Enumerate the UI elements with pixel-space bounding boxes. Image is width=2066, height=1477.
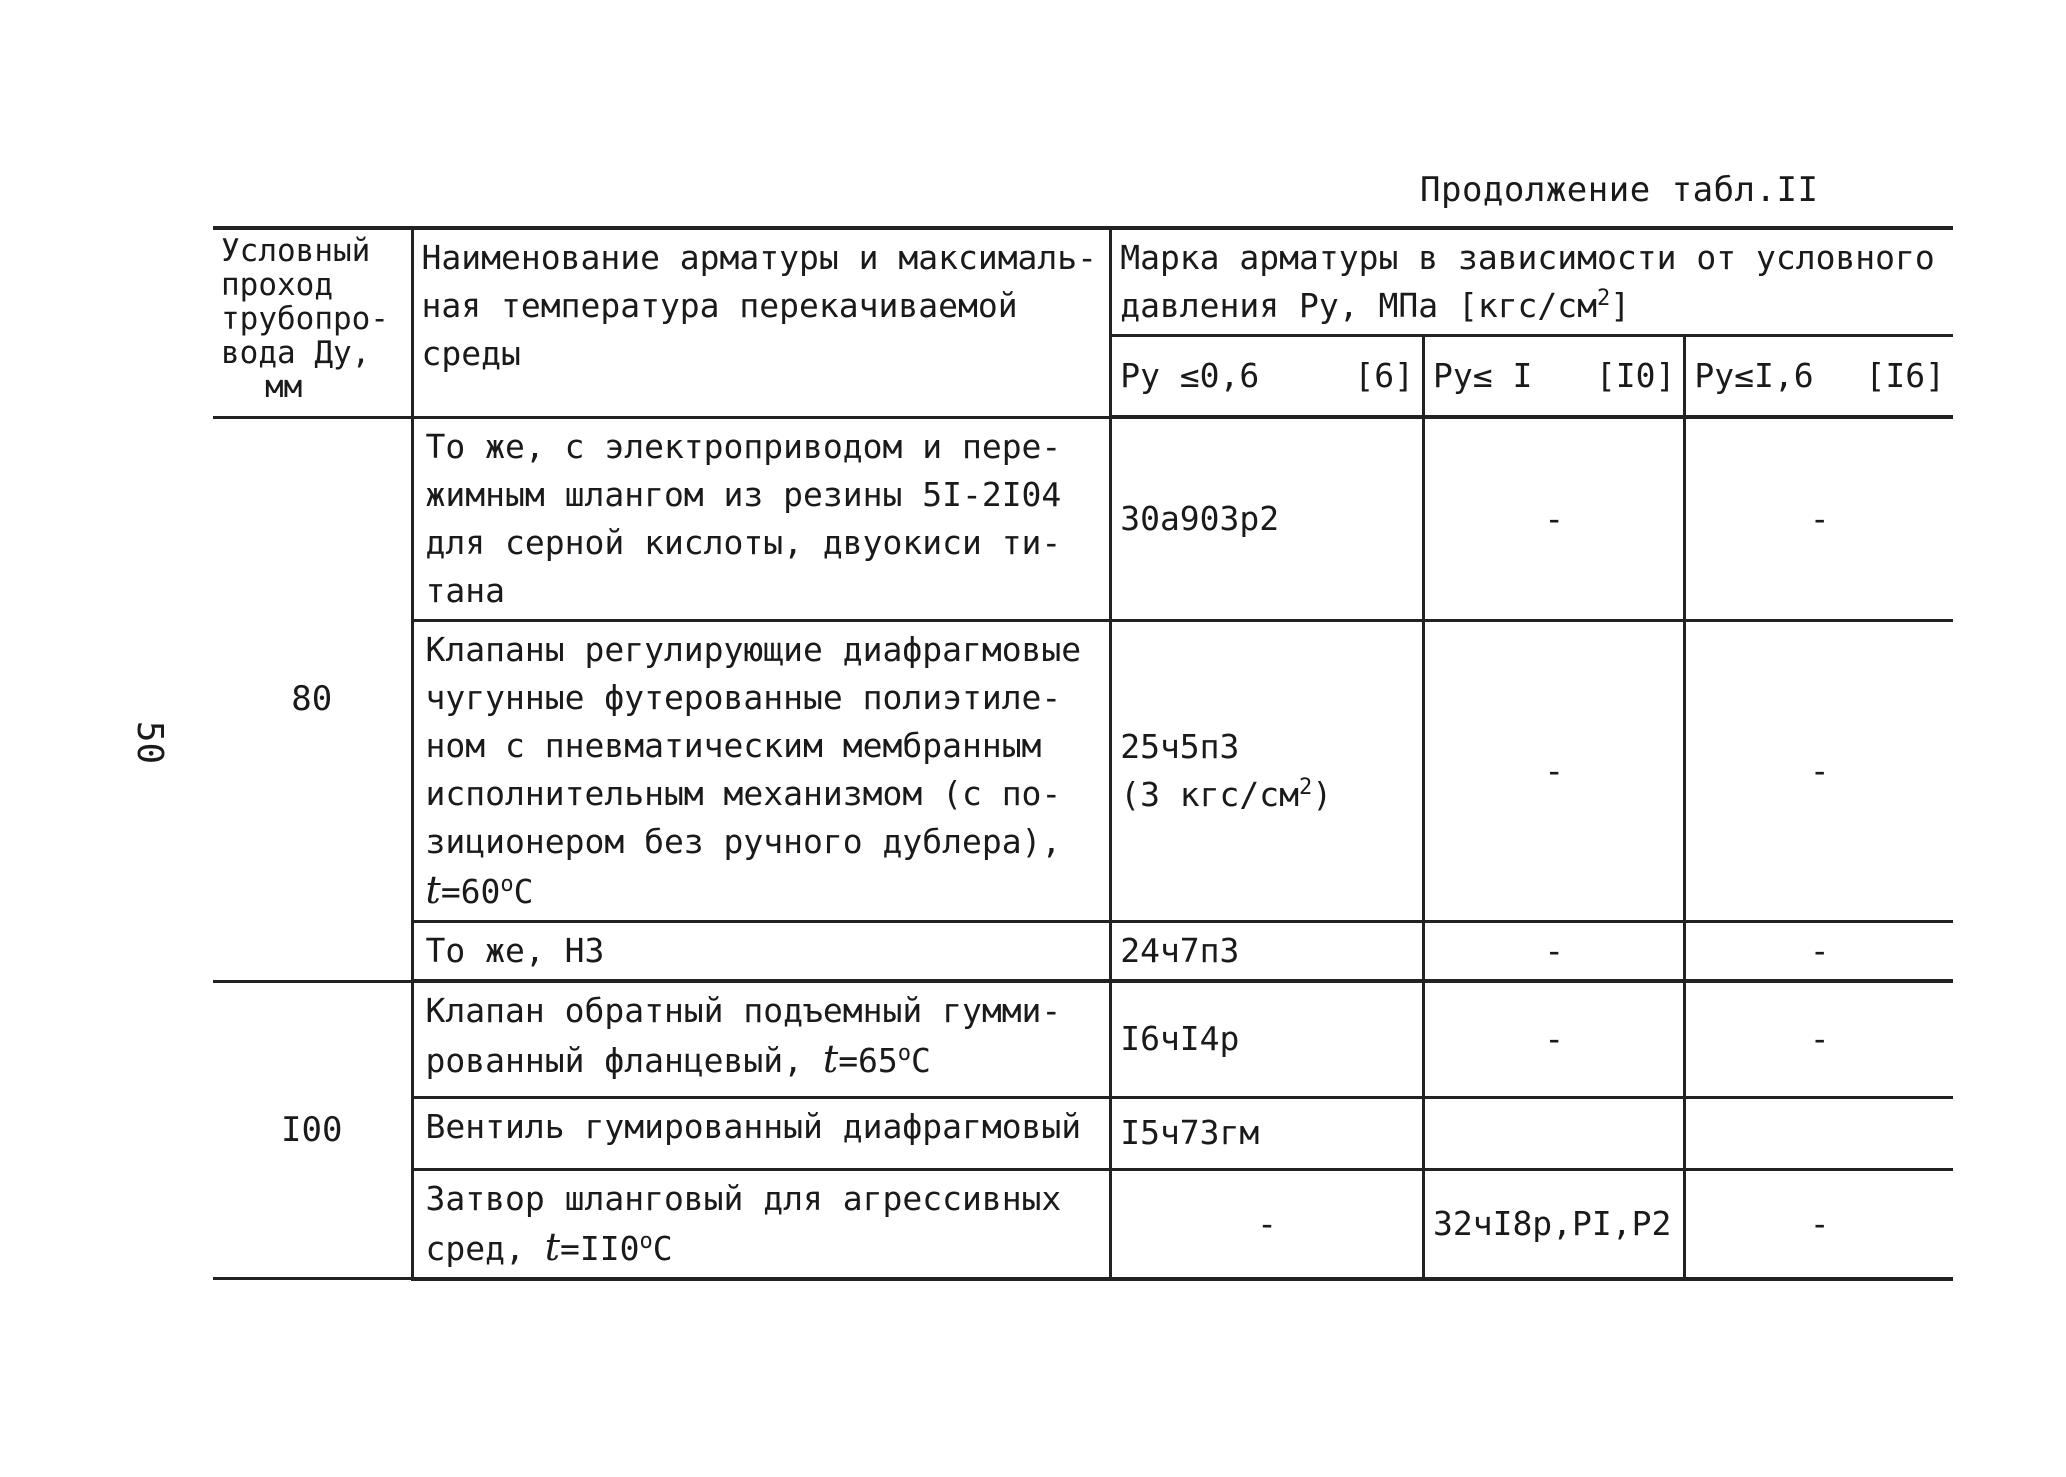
subheader-label: Ру ≤0,6 [1120,356,1260,395]
valve-name-cell [412,981,1111,1097]
temperature-degree: o [639,1228,653,1254]
nominal-diameter-cell: I00 [213,981,412,1279]
temperature-degree: o [897,1041,912,1066]
header-row [213,228,1953,336]
temperature-unit: C [513,871,534,911]
header-dn-units: мм [265,369,303,405]
temperature-unit: C [652,1228,673,1268]
header-dn-line-2: проход [221,267,333,303]
header-dn-line-3: трубопро- [221,301,389,337]
table-row [213,981,1953,1097]
valve-name-cell: Вентиль гумированный диафрагмовый [412,1097,1111,1169]
header-dn-line-4: вода Ду, [221,335,371,371]
mark-cell-1: - [1423,417,1684,620]
header-group-tail: ] [1610,286,1631,325]
temperature-unit: C [911,1041,931,1080]
header-brand-group [1111,228,1953,336]
header-valve-name [412,228,1111,417]
mark-cell-1: - [1423,620,1684,921]
mark-value: 25ч5п3 [1120,726,1240,766]
mark-note-tail: ) [1312,774,1333,814]
temperature-symbol: t [544,1224,561,1269]
mark-cell-1-6 [1685,1097,1953,1169]
subheader-value: [I6] [1865,356,1945,395]
table-row [213,921,1953,981]
mark-cell-0-6: - [1111,1169,1424,1279]
temperature-value: =65 [838,1041,898,1080]
temperature-symbol: t [822,1037,839,1081]
mark-cell-1-6: - [1685,620,1953,921]
header-group-text: Марка арматуры в зависимости от условного давления Ру, МПа [кгс/см [1120,238,1935,325]
valve-name-cell [412,620,1111,921]
mark-cell-1: - [1423,981,1684,1097]
valve-name-cell: То же, НЗ [412,921,1111,981]
mark-cell-1 [1423,1097,1684,1169]
mark-note-sup: 2 [1299,774,1313,800]
temperature-symbol: t [425,867,441,912]
subheader-label: Ру≤I,6 [1694,356,1814,395]
mark-cell-0-6: 24ч7п3 [1111,921,1424,981]
mark-cell-1-6: - [1685,981,1953,1097]
nominal-diameter-cell: 80 [213,417,412,981]
valve-name-text: Затвор шланговый для агрессивных сред, [425,1178,1062,1268]
mark-cell-1: - [1423,921,1684,981]
valve-name-cell: То же, с электроприводом и пере-жимным шлангом из резины 5I-2I04 для серной кислоты, двуокиси ти-тана [412,417,1111,620]
table-row [213,620,1953,921]
valve-name-cell [412,1169,1111,1279]
header-group-sup: 2 [1597,286,1611,311]
mark-cell-1: 32чI8р,PI,P2 [1423,1169,1684,1279]
subheader-pressure-1-6 [1685,336,1953,418]
mark-cell-0-6: 30а903р2 [1111,417,1424,620]
header-nominal-diameter [213,228,412,417]
mark-note: (3 кгс/см [1120,774,1300,814]
valve-name-text: Клапаны регулирующие диафрагмовые чугунные футерованные полиэтиле-ном с пневматическим мембранным исполнительным механизмом (с по-зиционером без ручного дублера), [425,629,1082,861]
temperature-value: =II0 [560,1228,640,1268]
valve-name-text: Клапан обратный подъемный гумми-рованный фланцевый, [425,991,1062,1080]
temperature-degree: o [500,871,514,897]
subheader-value: [6] [1354,356,1414,395]
mark-cell-0-6: I5ч73гм [1111,1097,1424,1169]
page-number: 50 [129,720,171,765]
header-name-text: Наименование арматуры и максималь-ная температура перекачиваемой среды [421,238,1098,373]
mark-cell-0-6: I6чI4р [1111,981,1424,1097]
table-caption: Продолжение табл.II [1420,170,1819,210]
table-row [213,1097,1953,1169]
valve-table [213,226,1953,1281]
header-dn-line-1: Условный [221,233,371,269]
mark-cell-1-6: - [1685,1169,1953,1279]
subheader-label: Ру≤ I [1432,356,1533,395]
subheader-pressure-1 [1423,336,1684,418]
subheader-value: [I0] [1595,356,1676,395]
mark-cell-0-6 [1111,620,1424,921]
mark-cell-1-6: - [1685,921,1953,981]
table-row [213,417,1953,620]
mark-cell-1-6: - [1685,417,1953,620]
table-row [213,1169,1953,1279]
subheader-pressure-0-6 [1111,336,1424,418]
temperature-value: =60 [440,871,501,911]
